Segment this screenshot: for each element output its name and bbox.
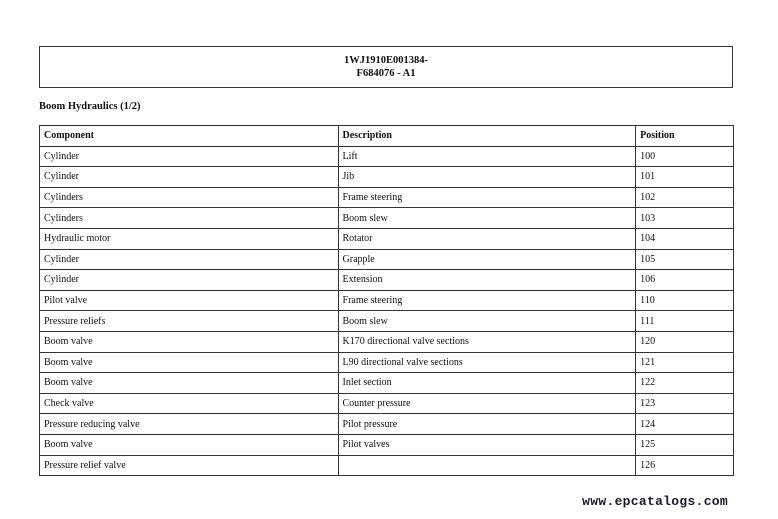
cell-component: Pressure reducing valve [40,414,339,435]
table-row [40,331,734,352]
cell-description: Jib [338,167,636,188]
cell-position: 106 [636,270,734,291]
footer-url-link[interactable]: www.epcatalogs.com [582,494,728,509]
cell-component: Boom valve [40,373,339,394]
cell-description: Inlet section [338,373,636,394]
cell-component: Hydraulic motor [40,228,339,249]
table-body [40,146,734,476]
cell-description: Grapple [338,249,636,270]
cell-description: Boom slew [338,311,636,332]
table-row [40,208,734,229]
table-row [40,187,734,208]
table-row [40,373,734,394]
section-title: Boom Hydraulics (1/2) [39,101,141,112]
cell-position: 110 [636,290,734,311]
table-row [40,414,734,435]
table-row [40,228,734,249]
table-row [40,146,734,167]
cell-position: 126 [636,455,734,476]
cell-position: 104 [636,228,734,249]
cell-description: Frame steering [338,290,636,311]
cell-component: Pressure relief valve [40,455,339,476]
table-row [40,311,734,332]
cell-position: 121 [636,352,734,373]
cell-component: Check valve [40,393,339,414]
cell-description: Pilot pressure [338,414,636,435]
parts-table [39,125,734,476]
cell-position: 122 [636,373,734,394]
cell-component: Boom valve [40,434,339,455]
cell-description: Boom slew [338,208,636,229]
cell-description: L90 directional valve sections [338,352,636,373]
cell-description: Rotator [338,228,636,249]
table-row [40,455,734,476]
table-row [40,352,734,373]
cell-description [338,455,636,476]
cell-component: Pilot valve [40,290,339,311]
cell-component: Cylinders [40,208,339,229]
cell-component: Cylinder [40,146,339,167]
cell-description: Pilot valves [338,434,636,455]
cell-position: 102 [636,187,734,208]
column-header-position: Position [636,126,734,147]
cell-description: Counter pressure [338,393,636,414]
cell-description: Lift [338,146,636,167]
table-row [40,270,734,291]
table-row [40,249,734,270]
cell-component: Cylinder [40,249,339,270]
cell-component: Boom valve [40,331,339,352]
cell-component: Boom valve [40,352,339,373]
document-header-box [39,46,733,88]
cell-position: 103 [636,208,734,229]
document-id: 1WJ1910E001384- [344,55,428,66]
table-header-row [40,126,734,147]
column-header-description: Description [338,126,636,147]
cell-description: Extension [338,270,636,291]
cell-component: Cylinder [40,167,339,188]
cell-position: 111 [636,311,734,332]
cell-description: Frame steering [338,187,636,208]
cell-component: Cylinder [40,270,339,291]
table-row [40,434,734,455]
table-row [40,290,734,311]
table-row [40,393,734,414]
cell-position: 120 [636,331,734,352]
cell-position: 105 [636,249,734,270]
cell-component: Cylinders [40,187,339,208]
cell-description: K170 directional valve sections [338,331,636,352]
cell-position: 125 [636,434,734,455]
cell-position: 100 [636,146,734,167]
column-header-component: Component [40,126,339,147]
table-row [40,167,734,188]
cell-position: 123 [636,393,734,414]
cell-position: 124 [636,414,734,435]
cell-position: 101 [636,167,734,188]
cell-component: Pressure reliefs [40,311,339,332]
document-revision: F684076 - A1 [356,68,416,79]
